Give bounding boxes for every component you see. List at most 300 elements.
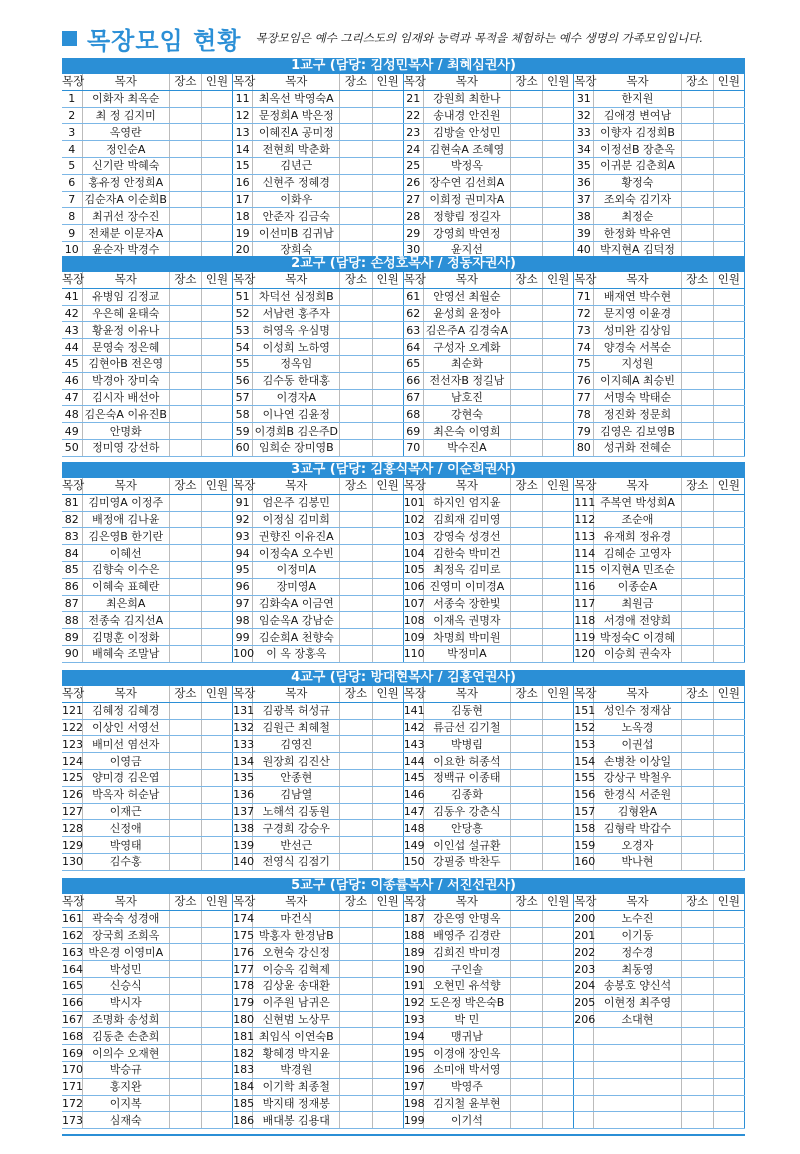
group-number: 164 [62,962,83,976]
leader-names: 김현숙A 조혜영 [423,141,510,158]
leader-names: 이인섭 설규환 [423,837,510,854]
column-header: 장소 [169,74,201,90]
table-row [62,322,745,339]
count-cell [543,769,574,786]
column-header: 목장 [233,478,256,493]
count-cell [713,494,744,511]
count-cell [372,225,403,242]
count-cell [201,494,232,511]
leader-names: 김방술 안성민 [423,124,510,141]
count-cell [201,994,232,1011]
count-cell [543,1011,574,1028]
leader-names: 이정선B 장춘옥 [594,141,681,158]
group-number: 80 [574,439,594,456]
group-number: 103 [403,529,425,543]
place-cell [511,702,543,719]
count-cell [201,753,232,770]
leader-names: 김순자A 이순희B [82,191,169,208]
place-cell [169,645,201,662]
place-cell [511,837,543,854]
table-row [62,528,745,545]
group-number: 39 [574,225,594,242]
count-cell [372,1078,403,1095]
place-cell [511,1011,543,1028]
place-cell [340,578,372,595]
count-cell [543,561,574,578]
group-number: 119 [574,630,596,644]
count-cell [713,225,744,242]
count-cell [372,1112,403,1129]
leader-names: 이정미A [253,561,340,578]
group-number: 139 [233,838,255,852]
place-cell [169,961,201,978]
column-header: 인원 [372,478,403,494]
place-cell [511,124,543,141]
district-4 [62,670,745,871]
place-cell [169,545,201,562]
count-cell [543,406,574,423]
group-number: 205 [574,996,596,1010]
table-row [62,372,745,389]
place-cell [169,629,201,646]
place-cell [681,157,713,174]
column-header-row [62,272,745,288]
group-number: 100 [233,647,255,661]
table-row [62,1061,745,1078]
group-number: 82 [62,511,82,528]
column-header: 장소 [511,74,543,90]
leader-names: 신승식 [82,977,169,994]
group-number: 153 [574,737,596,751]
group-number: 30 [403,241,423,258]
leader-names: 이귀분 김춘희A [594,157,681,174]
group-number: 141 [403,704,425,718]
count-cell [543,545,574,562]
group-number: 104 [403,546,425,560]
group-number: 178 [233,979,255,993]
place-cell [681,910,713,927]
group-number: 161 [62,912,83,926]
column-header: 목자 [82,686,169,702]
group-number: 148 [403,821,425,835]
leader-names: 최정순 [594,208,681,225]
column-header: 인원 [713,74,744,90]
group-number: 87 [62,595,82,612]
count-cell [201,1011,232,1028]
place-cell [511,288,543,305]
place-cell [681,389,713,406]
count-cell [201,208,232,225]
column-header: 목장 [574,272,597,287]
count-cell [372,208,403,225]
group-number: 6 [62,174,82,191]
group-number: 186 [233,1113,255,1127]
place-cell [340,157,372,174]
leader-names: 차덕선 심정희B [253,288,340,305]
count-cell [372,406,403,423]
place-cell [511,322,543,339]
group-number: 94 [233,545,253,562]
group-number: 189 [403,945,425,959]
place-cell [340,322,372,339]
leader-names: 박경아 장미숙 [82,372,169,389]
place-cell [169,389,201,406]
leader-names: 신정애 [82,820,169,837]
place-cell [511,107,543,124]
count-cell [201,910,232,927]
group-number: 169 [62,1046,83,1060]
leader-names: 김수홍 [82,853,169,870]
place-cell [169,90,201,107]
count-cell [201,629,232,646]
group-number: 138 [233,821,255,835]
count-cell [713,803,744,820]
leader-names: 심재숙 [82,1112,169,1129]
group-number: 96 [233,578,253,595]
leader-names: 이정심 김미희 [253,511,340,528]
leader-names: 이혜진A 공미정 [253,124,340,141]
leader-names: 마건식 [253,910,340,927]
column-header: 목장 [233,686,256,701]
place-cell [681,511,713,528]
count-cell [372,288,403,305]
group-number: 21 [403,90,423,107]
count-cell [543,910,574,927]
count-cell [543,977,574,994]
group-number: 45 [62,355,82,372]
table-row [62,1095,745,1112]
count-cell [543,786,574,803]
group-number: 147 [403,804,425,818]
column-header: 목장 [574,74,597,89]
leader-names: 이영금 [82,753,169,770]
group-number: 46 [62,372,82,389]
count-cell [543,90,574,107]
place-cell [511,994,543,1011]
leader-names: 이혜숙 표혜란 [82,578,169,595]
leader-names: 신현범 노상무 [253,1011,340,1028]
column-header: 목자 [253,74,340,90]
place-cell [681,753,713,770]
district-title: 3교구 (담당: 김홍식목사 / 이순희권사) [62,462,745,478]
group-number: 110 [403,647,425,661]
count-cell [713,208,744,225]
table-row [62,90,745,107]
count-cell [372,1028,403,1045]
place-cell [511,511,543,528]
table-row [62,225,745,242]
count-cell [372,191,403,208]
count-cell [201,355,232,372]
count-cell [713,528,744,545]
page-header [62,24,752,55]
place-cell [169,107,201,124]
column-header: 인원 [713,686,744,702]
place-cell [340,305,372,322]
leader-names: 류금선 김기철 [423,719,510,736]
place-cell [169,753,201,770]
group-number: 7 [62,191,82,208]
group-number: 156 [574,788,596,802]
leader-names: 김애경 변여남 [594,107,681,124]
group-number: 155 [574,771,596,785]
place-cell [681,225,713,242]
group-number: 50 [62,439,82,456]
place-cell [340,1112,372,1129]
count-cell [201,174,232,191]
leader-names: 윤지선 [423,241,510,258]
leader-names: 강은영 안명옥 [423,910,510,927]
group-number: 10 [62,241,82,258]
leader-names: 최옥선 박영숙A [253,90,340,107]
column-header: 목장 [62,686,85,701]
leader-names [594,1028,681,1045]
count-cell [543,305,574,322]
leader-names: 이승옥 김혁제 [253,961,340,978]
count-cell [372,545,403,562]
leader-names: 이경애 장인옥 [423,1045,510,1062]
place-cell [340,1078,372,1095]
count-cell [372,702,403,719]
place-cell [169,174,201,191]
place-cell [681,305,713,322]
column-header: 목장 [233,894,256,909]
leader-names: 장미영A [253,578,340,595]
place-cell [169,511,201,528]
column-header: 장소 [169,272,201,288]
leader-names: 김동현 [423,702,510,719]
place-cell [340,174,372,191]
place-cell [340,719,372,736]
district-table [62,272,745,457]
leader-names: 이화우 [253,191,340,208]
count-cell [372,372,403,389]
group-number: 60 [233,439,253,456]
group-number [574,1045,594,1062]
place-cell [511,595,543,612]
leader-names: 옥영란 [82,124,169,141]
column-header: 목자 [82,272,169,288]
leader-names [594,1045,681,1062]
group-number: 19 [233,225,253,242]
group-number: 204 [574,979,596,993]
column-header: 장소 [681,686,713,702]
group-number: 56 [233,372,253,389]
column-header: 장소 [340,894,372,910]
count-cell [372,578,403,595]
count-cell [713,753,744,770]
place-cell [169,439,201,456]
place-cell [511,612,543,629]
group-number: 162 [62,928,83,942]
place-cell [681,1045,713,1062]
leader-names: 성미완 김상임 [594,322,681,339]
place-cell [340,372,372,389]
group-number: 117 [574,596,596,610]
column-header: 장소 [681,272,713,288]
leader-names: 배대봉 김용대 [253,1112,340,1129]
leader-names: 김영진 [253,736,340,753]
group-number: 84 [62,545,82,562]
group-number: 124 [62,754,83,768]
count-cell [543,191,574,208]
group-number: 66 [403,372,423,389]
leader-names: 서경애 전양희 [594,612,681,629]
leader-names: 우은혜 윤태숙 [82,305,169,322]
leader-names: 최동영 [594,961,681,978]
leader-names: 차명희 박미원 [423,629,510,646]
group-number: 42 [62,305,82,322]
leader-names: 서명숙 박태순 [594,389,681,406]
group-number: 199 [403,1113,425,1127]
leader-names: 김은숙A 이유진B [82,406,169,423]
leader-names: 엄은주 김봉민 [253,494,340,511]
group-number: 86 [62,578,82,595]
group-number: 109 [403,630,425,644]
count-cell [201,141,232,158]
place-cell [511,561,543,578]
group-number: 126 [62,788,83,802]
place-cell [511,1112,543,1129]
group-number: 48 [62,406,82,423]
count-cell [713,191,744,208]
count-cell [713,595,744,612]
table-row [62,612,745,629]
count-cell [201,561,232,578]
table-row [62,977,745,994]
count-cell [543,927,574,944]
column-header: 인원 [372,74,403,90]
place-cell [340,355,372,372]
group-number: 193 [403,1012,425,1026]
group-number: 27 [403,191,423,208]
count-cell [543,595,574,612]
count-cell [713,944,744,961]
count-cell [372,837,403,854]
leader-names: 홍유정 안정희A [82,174,169,191]
group-number: 77 [574,389,594,406]
column-header: 인원 [201,74,232,90]
group-number: 149 [403,838,425,852]
group-number [574,1078,594,1095]
place-cell [340,225,372,242]
leader-names: 노옥경 [594,719,681,736]
leader-names: 양미경 김은엽 [82,769,169,786]
group-number: 181 [233,1029,255,1043]
count-cell [543,389,574,406]
place-cell [169,803,201,820]
count-cell [713,786,744,803]
count-cell [201,389,232,406]
place-cell [169,423,201,440]
table-row [62,208,745,225]
column-header: 목장 [62,478,85,493]
leader-names: 장국희 조희옥 [82,927,169,944]
count-cell [372,910,403,927]
leader-names: 안당흥 [423,820,510,837]
group-number: 114 [574,546,596,560]
group-number: 49 [62,423,82,440]
column-header: 목장 [403,478,426,493]
place-cell [169,225,201,242]
count-cell [713,837,744,854]
place-cell [681,528,713,545]
place-cell [340,1045,372,1062]
table-row [62,753,745,770]
group-number: 88 [62,612,82,629]
leader-names: 전채분 이문자A [82,225,169,242]
group-number: 197 [403,1080,425,1094]
count-cell [201,322,232,339]
place-cell [681,355,713,372]
leader-names: 노수진 [594,910,681,927]
leader-names: 구성자 오계화 [423,339,510,356]
count-cell [713,702,744,719]
leader-names: 김혜순 고영자 [594,545,681,562]
group-number: 128 [62,821,83,835]
group-number: 83 [62,528,82,545]
group-number: 57 [233,389,253,406]
place-cell [169,595,201,612]
count-cell [372,423,403,440]
count-cell [543,511,574,528]
leader-names: 김년근 [253,157,340,174]
leader-names: 노해석 김동원 [253,803,340,820]
count-cell [201,339,232,356]
place-cell [511,853,543,870]
leader-names: 이기석 [423,1112,510,1129]
column-header-row [62,478,745,494]
leader-names: 문영숙 정은혜 [82,339,169,356]
leader-names: 권향진 이유진A [253,528,340,545]
group-number: 152 [574,720,596,734]
column-header: 장소 [511,686,543,702]
count-cell [372,1011,403,1028]
leader-names: 김화숙A 이금연 [253,595,340,612]
group-number: 134 [233,754,255,768]
leader-names: 박영주 [423,1078,510,1095]
group-number: 170 [62,1063,83,1077]
group-number: 20 [233,241,253,258]
table-row [62,157,745,174]
count-cell [372,977,403,994]
group-number: 132 [233,720,255,734]
group-number: 168 [62,1029,83,1043]
leader-names: 박나현 [594,853,681,870]
place-cell [681,837,713,854]
count-cell [713,389,744,406]
table-row [62,107,745,124]
count-cell [201,736,232,753]
group-number: 15 [233,157,253,174]
place-cell [340,736,372,753]
place-cell [681,107,713,124]
leader-names: 박지현A 김덕정 [594,241,681,258]
place-cell [340,511,372,528]
group-number: 23 [403,124,423,141]
count-cell [543,753,574,770]
group-number: 72 [574,305,594,322]
count-cell [201,423,232,440]
group-number: 79 [574,423,594,440]
count-cell [713,545,744,562]
count-cell [372,389,403,406]
place-cell [169,528,201,545]
leader-names: 박승규 [82,1061,169,1078]
count-cell [372,803,403,820]
leader-names: 강상구 박철우 [594,769,681,786]
column-header: 목자 [423,686,510,702]
